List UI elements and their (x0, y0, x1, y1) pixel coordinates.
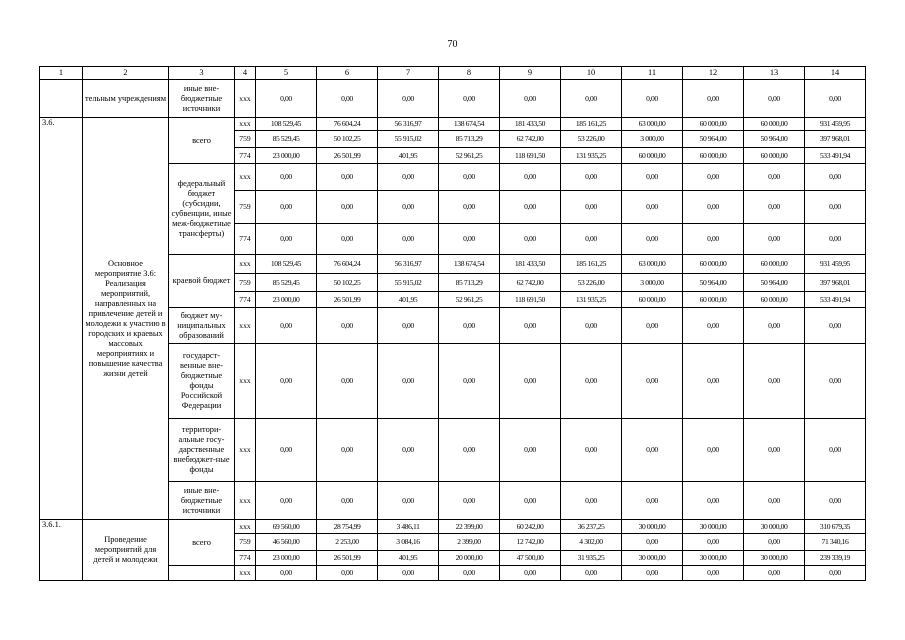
value-cell: 138 674,54 (439, 255, 500, 274)
value-cell: 0,00 (622, 534, 683, 551)
value-cell: 12 742,00 (500, 534, 561, 551)
kbk-cell: ххх (235, 344, 256, 419)
kbk-cell: ххх (235, 80, 256, 118)
value-cell: 85 713,29 (439, 274, 500, 292)
kbk-cell: ххх (235, 482, 256, 520)
value-cell: 931 459,95 (805, 118, 866, 131)
value-cell: 60 000,00 (683, 148, 744, 164)
value-cell: 0,00 (683, 164, 744, 191)
value-cell: 50 102,25 (317, 274, 378, 292)
column-header: 1 (40, 67, 83, 80)
value-cell: 108 529,45 (256, 255, 317, 274)
value-cell: 0,00 (622, 344, 683, 419)
value-cell: 60 000,00 (622, 148, 683, 164)
value-cell: 0,00 (439, 164, 500, 191)
funding-source-cell: краевой бюджет (169, 255, 235, 308)
value-cell: 30 000,00 (744, 520, 805, 534)
value-cell: 31 935,25 (561, 551, 622, 566)
value-cell: 0,00 (683, 308, 744, 344)
value-cell: 0,00 (500, 80, 561, 118)
value-cell: 0,00 (256, 80, 317, 118)
value-cell: 23 000,00 (256, 551, 317, 566)
value-cell: 0,00 (622, 191, 683, 224)
value-cell: 0,00 (805, 566, 866, 581)
value-cell: 0,00 (744, 164, 805, 191)
value-cell: 131 935,25 (561, 148, 622, 164)
value-cell: 0,00 (561, 344, 622, 419)
value-cell: 20 000,00 (439, 551, 500, 566)
value-cell: 0,00 (256, 344, 317, 419)
value-cell: 63 000,00 (622, 118, 683, 131)
value-cell: 30 000,00 (683, 520, 744, 534)
value-cell: 0,00 (744, 191, 805, 224)
value-cell: 0,00 (256, 224, 317, 255)
value-cell: 71 340,16 (805, 534, 866, 551)
value-cell: 0,00 (561, 164, 622, 191)
value-cell: 50 964,00 (683, 274, 744, 292)
value-cell: 0,00 (683, 191, 744, 224)
value-cell: 26 501,99 (317, 292, 378, 308)
value-cell: 60 000,00 (683, 255, 744, 274)
funding-source-cell: иные вне-бюджетные источники (169, 482, 235, 520)
value-cell: 26 501,99 (317, 551, 378, 566)
value-cell: 0,00 (500, 566, 561, 581)
table-row (40, 80, 866, 118)
value-cell: 0,00 (805, 224, 866, 255)
value-cell: 118 691,50 (500, 292, 561, 308)
value-cell: 0,00 (378, 224, 439, 255)
column-header: 2 (83, 67, 169, 80)
value-cell: 85 713,29 (439, 131, 500, 148)
funding-source-cell: всего (169, 118, 235, 164)
value-cell: 0,00 (256, 482, 317, 520)
kbk-cell: ххх (235, 520, 256, 534)
column-header: 11 (622, 67, 683, 80)
kbk-cell: 759 (235, 534, 256, 551)
value-cell: 0,00 (683, 224, 744, 255)
value-cell: 85 529,45 (256, 131, 317, 148)
value-cell: 239 339,19 (805, 551, 866, 566)
value-cell: 52 961,25 (439, 148, 500, 164)
measure-name-cell: Основное мероприятие 3.6: Реализация мероприятий, направленных на привлечение детей и молодежи к участию в городских и краевых массовых мероприятиях и повышение качества жизни детей (83, 118, 169, 520)
value-cell: 0,00 (744, 534, 805, 551)
table-row (40, 118, 866, 131)
value-cell: 23 000,00 (256, 292, 317, 308)
value-cell: 50 102,25 (317, 131, 378, 148)
value-cell: 0,00 (317, 308, 378, 344)
value-cell: 0,00 (744, 308, 805, 344)
funding-source-cell: бюджет му-ниципальных образований (169, 308, 235, 344)
measure-name-cell: Проведение мероприятий для детей и молодежи (83, 520, 169, 581)
column-header: 6 (317, 67, 378, 80)
value-cell: 0,00 (805, 419, 866, 482)
table-row (40, 67, 866, 80)
value-cell: 63 000,00 (622, 255, 683, 274)
value-cell: 0,00 (805, 308, 866, 344)
column-header: 8 (439, 67, 500, 80)
value-cell: 401,95 (378, 292, 439, 308)
value-cell: 0,00 (317, 80, 378, 118)
value-cell: 0,00 (500, 191, 561, 224)
value-cell: 118 691,50 (500, 148, 561, 164)
value-cell: 60 000,00 (683, 118, 744, 131)
value-cell: 0,00 (744, 482, 805, 520)
value-cell: 401,95 (378, 148, 439, 164)
value-cell: 0,00 (622, 419, 683, 482)
value-cell: 108 529,45 (256, 118, 317, 131)
table-row (40, 520, 866, 534)
value-cell: 0,00 (378, 566, 439, 581)
value-cell: 131 935,25 (561, 292, 622, 308)
value-cell: 55 915,02 (378, 131, 439, 148)
value-cell: 30 000,00 (622, 551, 683, 566)
value-cell: 533 491,94 (805, 292, 866, 308)
value-cell: 0,00 (317, 419, 378, 482)
value-cell: 53 226,00 (561, 274, 622, 292)
value-cell: 0,00 (378, 308, 439, 344)
value-cell: 0,00 (683, 419, 744, 482)
value-cell: 0,00 (439, 482, 500, 520)
value-cell: 28 754,99 (317, 520, 378, 534)
kbk-cell: ххх (235, 308, 256, 344)
value-cell: 76 604,24 (317, 118, 378, 131)
value-cell: 0,00 (683, 482, 744, 520)
value-cell: 0,00 (256, 419, 317, 482)
value-cell: 76 604,24 (317, 255, 378, 274)
value-cell: 60 000,00 (744, 255, 805, 274)
value-cell: 60 000,00 (744, 292, 805, 308)
value-cell: 0,00 (439, 80, 500, 118)
value-cell: 0,00 (317, 224, 378, 255)
value-cell: 0,00 (561, 80, 622, 118)
column-header: 13 (744, 67, 805, 80)
value-cell: 3 000,00 (622, 131, 683, 148)
column-header: 3 (169, 67, 235, 80)
column-header: 12 (683, 67, 744, 80)
value-cell: 3 486,11 (378, 520, 439, 534)
value-cell: 60 000,00 (744, 118, 805, 131)
kbk-cell: 759 (235, 131, 256, 148)
value-cell: 0,00 (378, 482, 439, 520)
value-cell: 0,00 (256, 191, 317, 224)
value-cell: 0,00 (805, 482, 866, 520)
kbk-cell: ххх (235, 566, 256, 581)
kbk-cell: ххх (235, 255, 256, 274)
value-cell: 55 915,02 (378, 274, 439, 292)
value-cell: 0,00 (561, 224, 622, 255)
funding-source-cell: всего (169, 520, 235, 566)
value-cell: 50 964,00 (683, 131, 744, 148)
column-header: 10 (561, 67, 622, 80)
value-cell: 30 000,00 (744, 551, 805, 566)
value-cell: 0,00 (683, 534, 744, 551)
value-cell: 0,00 (439, 566, 500, 581)
value-cell: 0,00 (500, 224, 561, 255)
value-cell: 185 161,25 (561, 118, 622, 131)
value-cell: 53 226,00 (561, 131, 622, 148)
value-cell: 52 961,25 (439, 292, 500, 308)
value-cell: 0,00 (317, 164, 378, 191)
value-cell: 0,00 (744, 344, 805, 419)
value-cell: 3 084,16 (378, 534, 439, 551)
column-header: 14 (805, 67, 866, 80)
value-cell: 60 000,00 (622, 292, 683, 308)
value-cell: 0,00 (378, 164, 439, 191)
value-cell: 931 459,95 (805, 255, 866, 274)
value-cell: 0,00 (622, 164, 683, 191)
value-cell: 0,00 (622, 482, 683, 520)
value-cell: 0,00 (378, 80, 439, 118)
value-cell: 0,00 (317, 566, 378, 581)
value-cell: 0,00 (256, 308, 317, 344)
value-cell: 0,00 (683, 344, 744, 419)
kbk-cell: 759 (235, 274, 256, 292)
kbk-cell: 774 (235, 292, 256, 308)
code-cell (40, 80, 83, 118)
measure-code-cell: 3.6.1. (40, 520, 83, 581)
value-cell: 0,00 (317, 482, 378, 520)
value-cell: 397 968,01 (805, 131, 866, 148)
value-cell: 0,00 (683, 566, 744, 581)
kbk-cell: 774 (235, 224, 256, 255)
value-cell: 0,00 (439, 344, 500, 419)
value-cell: 0,00 (317, 344, 378, 419)
funding-source-cell (169, 566, 235, 581)
value-cell: 26 501,99 (317, 148, 378, 164)
funding-source-cell: государст-венные вне-бюджетные фонды Российской Федерации (169, 344, 235, 419)
value-cell: 22 399,00 (439, 520, 500, 534)
kbk-cell: ххх (235, 164, 256, 191)
value-cell: 0,00 (622, 224, 683, 255)
value-cell: 0,00 (744, 566, 805, 581)
measure-name-cell: тельным учреждениям (83, 80, 169, 118)
value-cell: 401,95 (378, 551, 439, 566)
value-cell: 50 964,00 (744, 131, 805, 148)
value-cell: 4 302,00 (561, 534, 622, 551)
column-header: 7 (378, 67, 439, 80)
value-cell: 60 000,00 (744, 148, 805, 164)
value-cell: 533 491,94 (805, 148, 866, 164)
value-cell: 62 742,00 (500, 274, 561, 292)
value-cell: 0,00 (317, 191, 378, 224)
value-cell: 0,00 (805, 191, 866, 224)
value-cell: 30 000,00 (622, 520, 683, 534)
value-cell: 0,00 (561, 419, 622, 482)
value-cell: 0,00 (622, 308, 683, 344)
value-cell: 85 529,45 (256, 274, 317, 292)
value-cell: 0,00 (378, 344, 439, 419)
value-cell: 0,00 (439, 224, 500, 255)
value-cell: 0,00 (256, 164, 317, 191)
value-cell: 138 674,54 (439, 118, 500, 131)
value-cell: 36 237,25 (561, 520, 622, 534)
value-cell: 0,00 (500, 419, 561, 482)
value-cell: 181 433,50 (500, 255, 561, 274)
value-cell: 0,00 (744, 419, 805, 482)
value-cell: 0,00 (439, 419, 500, 482)
value-cell: 69 560,00 (256, 520, 317, 534)
value-cell: 0,00 (561, 482, 622, 520)
value-cell: 0,00 (561, 566, 622, 581)
value-cell: 0,00 (805, 80, 866, 118)
value-cell: 0,00 (439, 191, 500, 224)
funding-source-cell: территори-альные госу-дарственные внебюджет-ные фонды (169, 419, 235, 482)
kbk-cell: 774 (235, 148, 256, 164)
kbk-cell: ххх (235, 118, 256, 131)
value-cell: 0,00 (683, 80, 744, 118)
value-cell: 0,00 (500, 164, 561, 191)
column-header: 4 (235, 67, 256, 80)
value-cell: 2 253,00 (317, 534, 378, 551)
funding-source-cell: федеральный бюджет (субсидии, субвенции, иные меж-бюджетные трансферты) (169, 164, 235, 255)
value-cell: 3 000,00 (622, 274, 683, 292)
budget-table (39, 66, 866, 581)
value-cell: 47 500,00 (500, 551, 561, 566)
value-cell: 181 433,50 (500, 118, 561, 131)
value-cell: 30 000,00 (683, 551, 744, 566)
value-cell: 0,00 (622, 80, 683, 118)
value-cell: 23 000,00 (256, 148, 317, 164)
value-cell: 0,00 (256, 566, 317, 581)
value-cell: 0,00 (561, 191, 622, 224)
value-cell: 0,00 (500, 308, 561, 344)
value-cell: 397 968,01 (805, 274, 866, 292)
value-cell: 0,00 (744, 224, 805, 255)
measure-code-cell: 3.6. (40, 118, 83, 520)
page-number: 70 (447, 39, 458, 50)
value-cell: 0,00 (622, 566, 683, 581)
funding-source-cell: иные вне-бюджетные источники (169, 80, 235, 118)
value-cell: 310 679,35 (805, 520, 866, 534)
value-cell: 60 000,00 (683, 292, 744, 308)
value-cell: 0,00 (500, 482, 561, 520)
value-cell: 0,00 (500, 344, 561, 419)
value-cell: 50 964,00 (744, 274, 805, 292)
value-cell: 0,00 (744, 80, 805, 118)
kbk-cell: ххх (235, 419, 256, 482)
value-cell: 0,00 (561, 308, 622, 344)
value-cell: 60 242,00 (500, 520, 561, 534)
value-cell: 0,00 (805, 344, 866, 419)
value-cell: 56 316,97 (378, 255, 439, 274)
value-cell: 185 161,25 (561, 255, 622, 274)
value-cell: 46 560,00 (256, 534, 317, 551)
column-header: 5 (256, 67, 317, 80)
value-cell: 0,00 (378, 191, 439, 224)
kbk-cell: 774 (235, 551, 256, 566)
value-cell: 0,00 (439, 308, 500, 344)
value-cell: 62 742,00 (500, 131, 561, 148)
value-cell: 56 316,97 (378, 118, 439, 131)
kbk-cell: 759 (235, 191, 256, 224)
value-cell: 0,00 (378, 419, 439, 482)
value-cell: 2 399,00 (439, 534, 500, 551)
column-header: 9 (500, 67, 561, 80)
value-cell: 0,00 (805, 164, 866, 191)
